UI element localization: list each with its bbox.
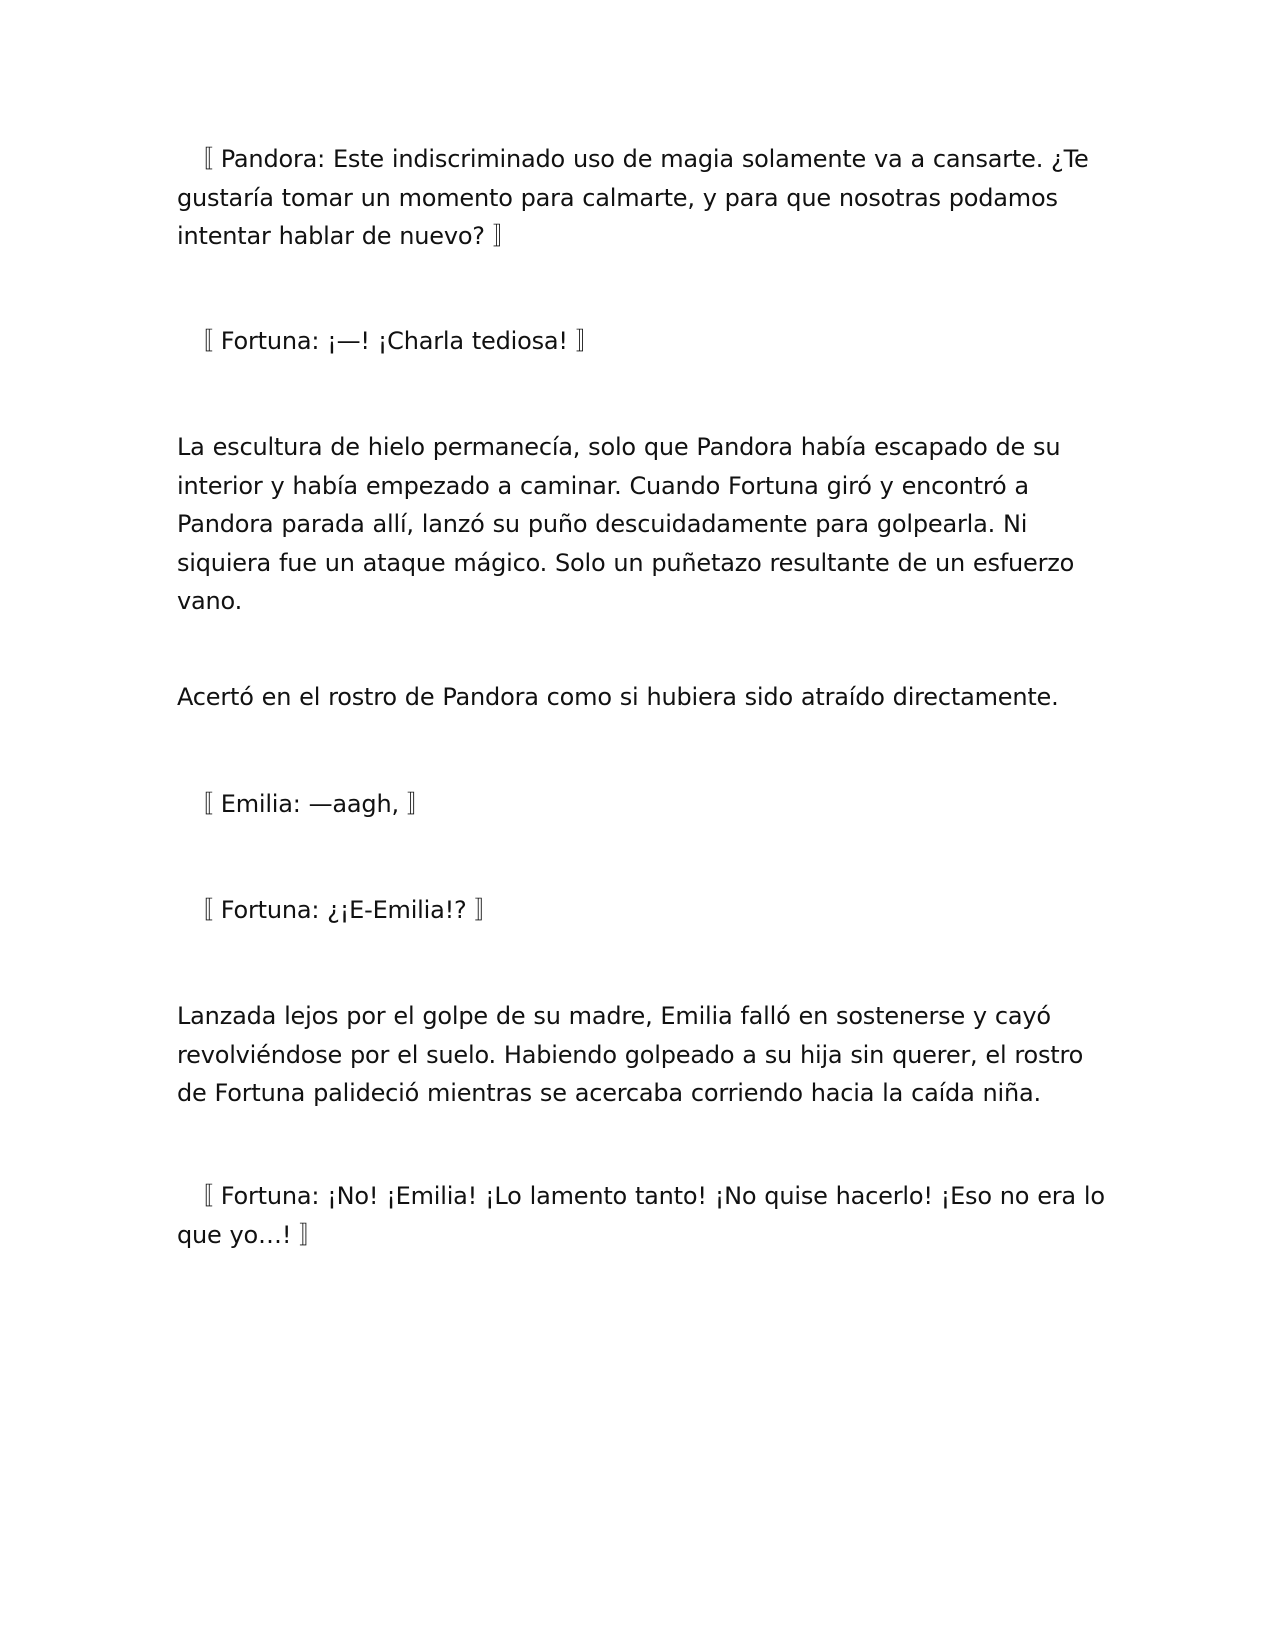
dialogue-paragraph-fortuna: 〚 Fortuna: ¡No! ¡Emilia! ¡Lo lamento tanto! ¡No quise hacerlo! ¡Eso no era lo que yo…! 〛: [177, 1182, 1105, 1249]
dialogue-paragraph-emilia: 〚 Emilia: —aagh, 〛: [189, 790, 431, 818]
dialogue-paragraph-fortuna: 〚 Fortuna: ¡—! ¡Charla tediosa! 〛: [189, 327, 600, 355]
dialogue-paragraph-pandora: 〚 Pandora: Este indiscriminado uso de magia solamente va a cansarte. ¿Te gustaría tomar un momento para calmarte, y para que nosotras podamos intentar hablar de nuevo? 〛: [177, 145, 1089, 250]
narration-paragraph: Acertó en el rostro de Pandora como si hubiera sido atraído directamente.: [177, 683, 1059, 711]
dialogue-paragraph-fortuna: 〚 Fortuna: ¿¡E-Emilia!? 〛: [189, 896, 499, 924]
narration-paragraph: Lanzada lejos por el golpe de su madre, Emilia falló en sostenerse y cayó revolviéndose por el suelo. Habiendo golpeado a su hija sin querer, el rostro de Fortuna palideció mientras se acercaba corriendo hacia la caída niña.: [177, 1002, 1084, 1107]
narration-paragraph: La escultura de hielo permanecía, solo que Pandora había escapado de su interior y había empezado a caminar. Cuando Fortuna giró y encontró a Pandora parada allí, lanzó su puño descuidadamente para golpearla. Ni siquiera fue un ataque mágico. Solo un puñetazo resultante de un esfuerzo vano.: [177, 433, 1075, 615]
